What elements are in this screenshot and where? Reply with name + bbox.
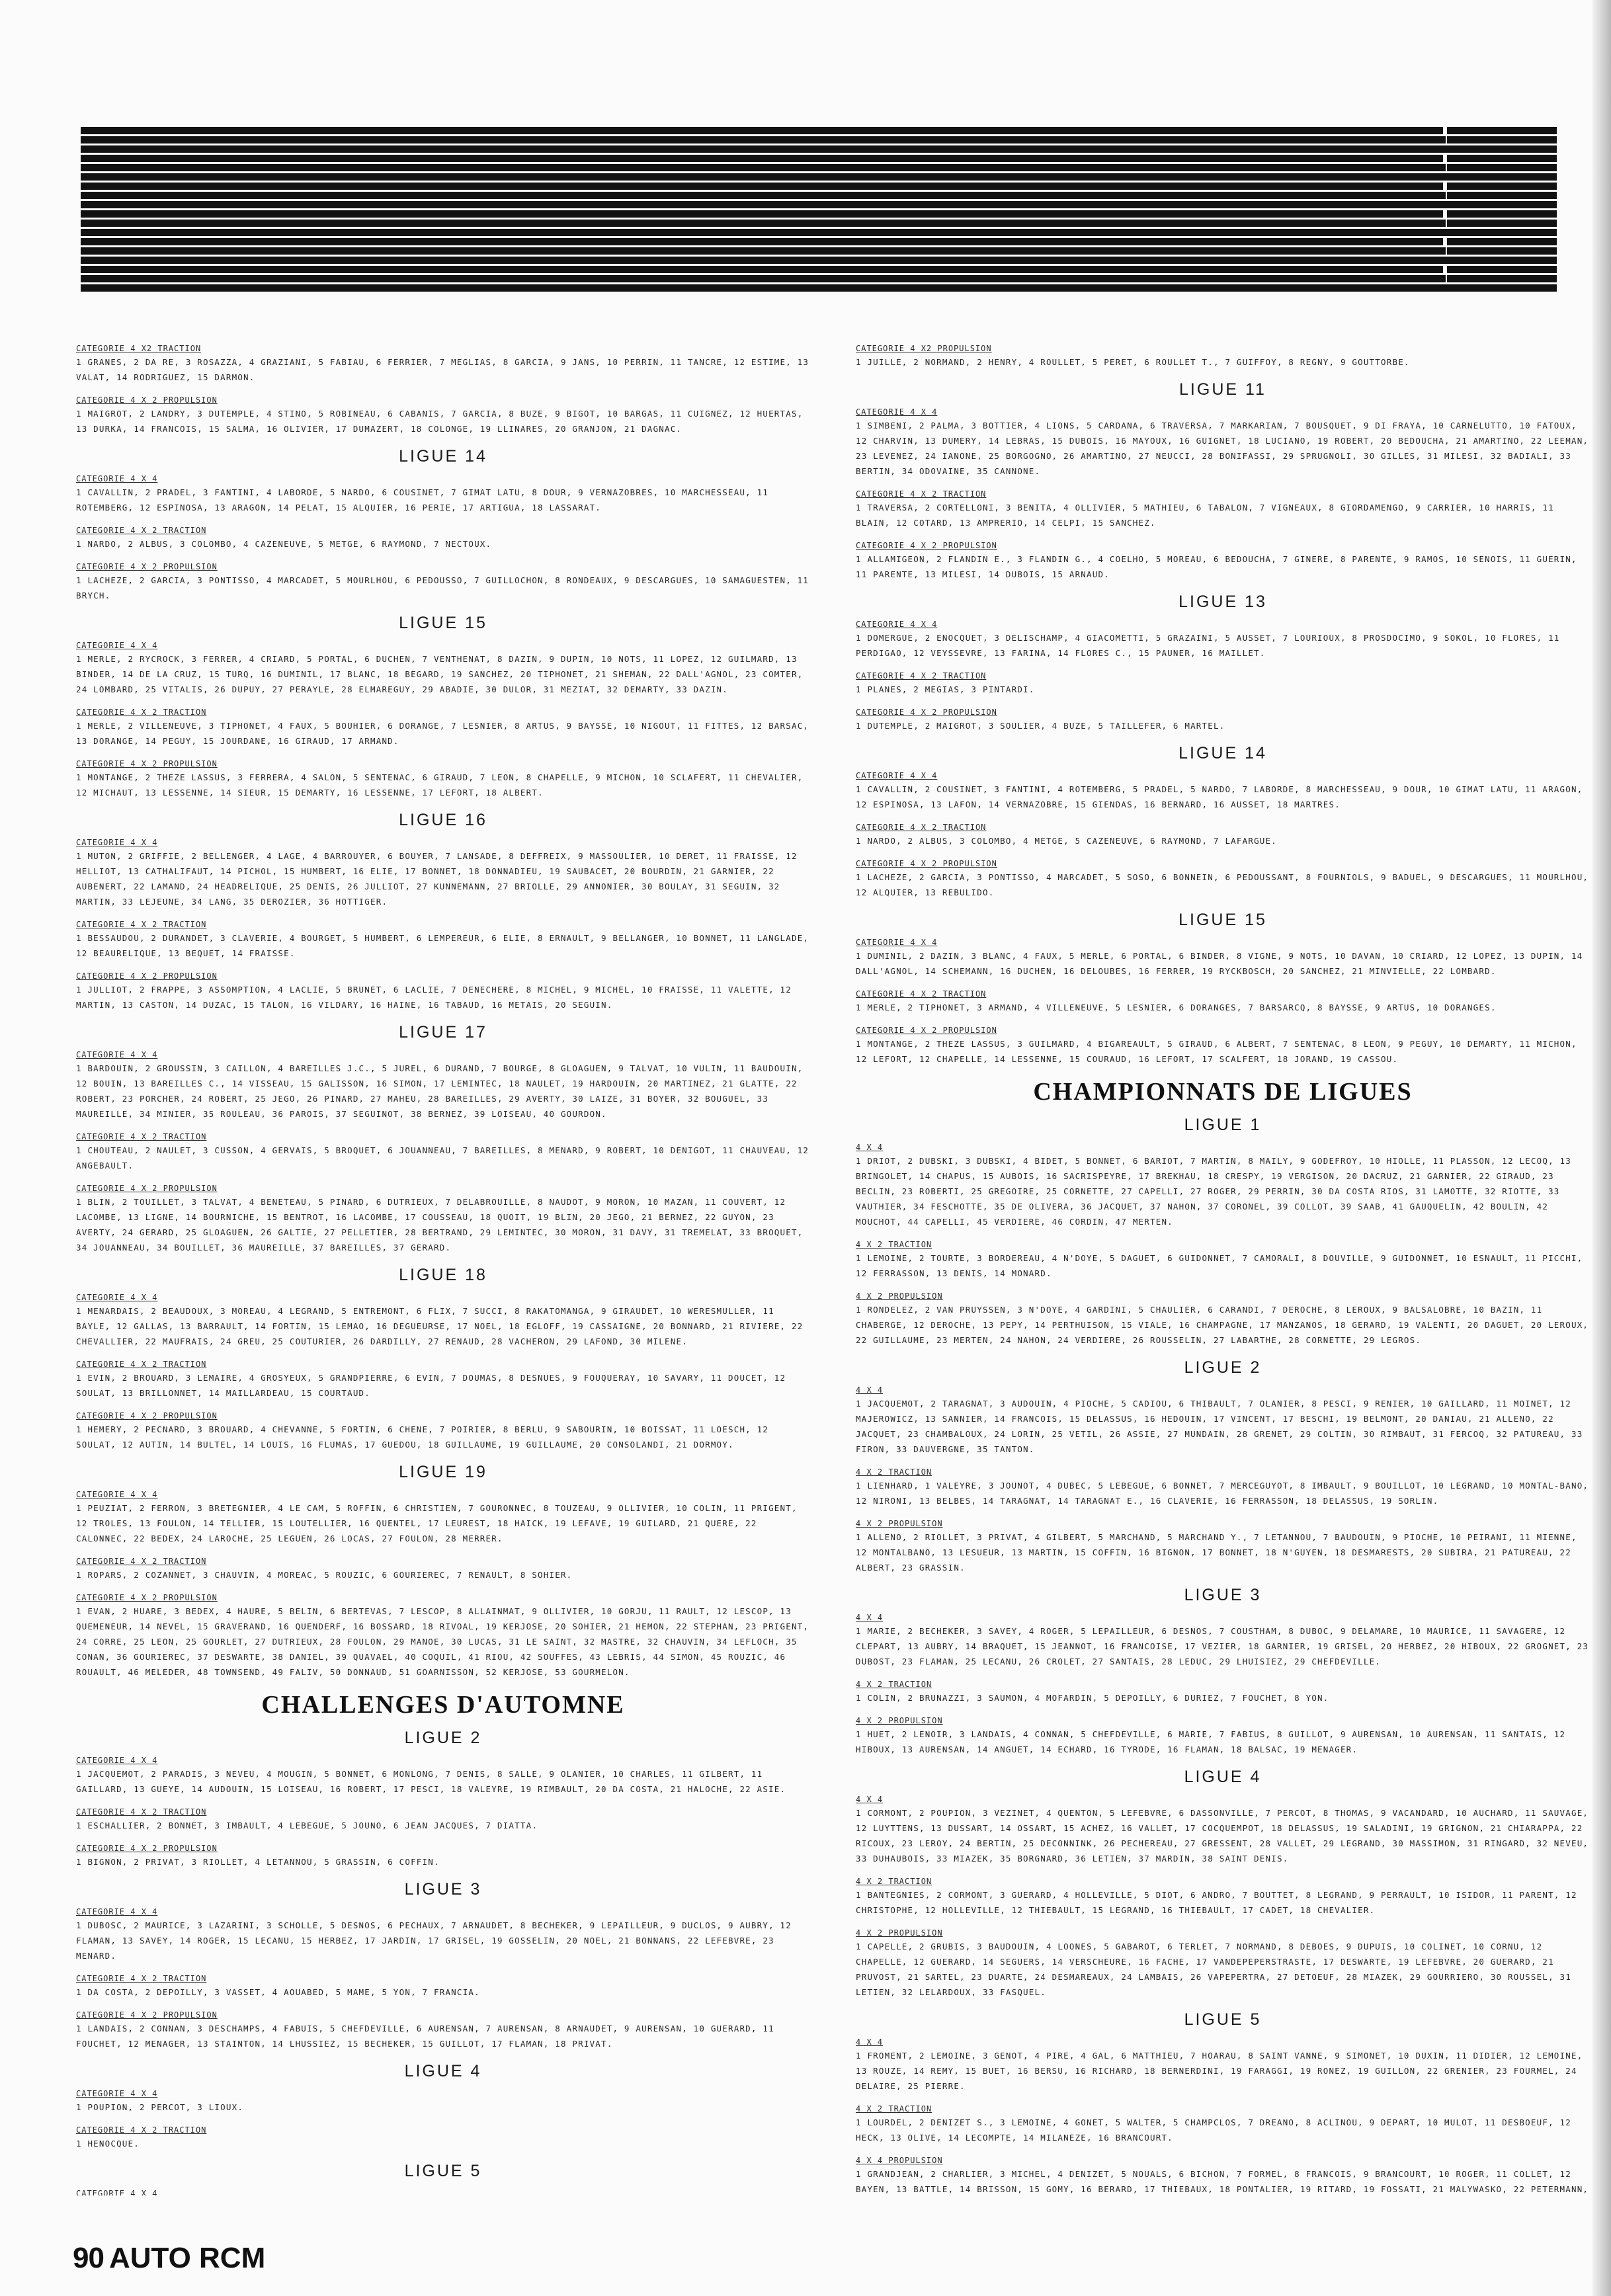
category-results — [76, 562, 810, 603]
banner-stripe-tail — [1447, 257, 1557, 264]
category-heading: CATEGORIE 4 X 2 TRACTION — [856, 671, 987, 680]
category-results — [856, 989, 1590, 1015]
category-results — [856, 1795, 1590, 1866]
category-heading: 4 X 2 TRACTION — [856, 1240, 932, 1249]
ligue-heading: LIGUE 4 — [404, 2062, 482, 2080]
decorative-stripe-banner — [81, 127, 1557, 291]
category-heading: 4 X 4 PROPULSION — [856, 2156, 943, 2165]
category-heading: CATEGORIE 4 X 2 TRACTION — [856, 989, 987, 999]
results-list: 1 RONDELEZ, 2 VAN PRUYSSEN, 3 N'DOYE, 4 GARDINI, 5 CHAULIER, 6 CARANDI, 7 DEROCHE, 8 LEROUX, 9 BALSALOBRE, 10 BAZIN, 11 CHABERGE, 12 DEROCHE, 13 PEPY, 14 PERTHUISON, 15 VIALE, 16 CHAMPAGNE, 17 MANZANOS, 18 GERARD, 19 VALENTI, 20 DAGUET, 20 LEROUX, 22 GUILLAUME, 23 MERTEN, 24 NAHON, 24 VERDIERE, 26 ROUSSELIN, 27 LABARTHE, 28 CORNETTE, 29 LEGROS. — [856, 1305, 1589, 1345]
results-list: 1 JACQUEMOT, 2 PARADIS, 3 NEVEU, 4 MOUGIN, 5 BONNET, 6 MONLONG, 7 DENIS, 8 SALLE, 9 OLANIER, 10 CHARLES, 11 GILBERT, 11 GAILLARD, 13 GUEYE, 14 AUDOUIN, 15 LOISEAU, 16 ROBERT, 17 PESCI, 18 VALEYRE, 19 RIMBAULT, 20 DA COSTA, 21 HALOCHE, 22 ASIE. — [76, 1769, 786, 1794]
category-heading: 4 X 2 PROPULSION — [856, 1928, 943, 1938]
category-heading: CATEGORIE 4 X 2 TRACTION — [76, 1557, 207, 1566]
results-list: 1 EVAN, 2 HUARE, 3 BEDEX, 4 HAURE, 5 BELIN, 6 BERTEVAS, 7 LESCOP, 8 ALLAINMAT, 9 OLLIVIER, 10 GORJU, 11 RAULT, 12 LESCOP, 13 QUEMENEUR, 14 NEVEL, 15 GRAVERAND, 16 QUENDERF, 16 BOSSARD, 18 RIVOAL, 19 KERJOSE, 20 SOHIER, 21 HEMON, 22 STEPHAN, 23 PRIGENT, 24 CORRE, 25 LEON, 25 GOURLET, 27 DUTRIEUX, 28 FOULON, 29 MANOE, 30 LUCAS, 31 LE SAINT, 32 MASTRE, 32 CHAUVIN, 34 LEFLOCH, 35 CONAN, 36 GOURIEREC, 37 DESWARTE, 38 DANIEL, 39 QUAVAEL, 40 COQUIL, 41 RIOU, 42 SOUFFES, 43 LEBRIS, 44 SIMON, 45 ROUZIC, 46 ROUAULT, 46 MELEDER, 48 TOWNSEND, 49 FALIV, 50 DONNAUD, 51 GOARNISSON, 52 KERJOSE, 53 GOURMELON. — [76, 1606, 809, 1677]
results-list: 1 DOMERGUE, 2 ENOCQUET, 3 DELISCHAMP, 4 GIACOMETTI, 5 GRAZAINI, 5 AUSSET, 7 LOURIOUX, 8 PROSDOCIMO, 9 SOKOL, 10 FLORES, 11 PERDIGAO, 12 VEYSSEVRE, 13 FARINA, 14 FLORES C., 15 PAUNER, 16 MAILLET. — [856, 633, 1560, 658]
category-heading: CATEGORIE 4 X2 PROPULSION — [856, 344, 992, 353]
category-heading: CATEGORIE 4 X 4 — [76, 1756, 158, 1765]
results-list: 1 PEUZIAT, 2 FERRON, 3 BRETEGNIER, 4 LE CAM, 5 ROFFIN, 6 CHRISTIEN, 7 GOURONNEC, 8 TOUZEAU, 9 OLLIVIER, 10 COLIN, 11 PRIGENT, 12 TROLES, 13 FOULON, 14 TELLIER, 15 LOUTELLIER, 16 QUENTEL, 17 LEUREST, 18 HAICK, 19 LEFAVE, 19 GUILARD, 21 QUERE, 22 CALONNEC, 22 BEDEX, 24 LAROCHE, 25 LEGUEN, 26 LOCAS, 27 FOULON, 28 MERRER. — [76, 1503, 798, 1543]
banner-stripe-tail — [1447, 173, 1557, 181]
category-heading: 4 X 4 — [856, 1613, 884, 1622]
results-list: 1 COLIN, 2 BRUNAZZI, 3 SAUMON, 4 MOFARDIN, 5 DEPOILLY, 6 DURIEZ, 7 FOUCHET, 8 YON. — [856, 1693, 1329, 1703]
category-heading: CATEGORIE 4 X 2 TRACTION — [76, 526, 207, 535]
category-results — [76, 971, 810, 1012]
ligue-heading: LIGUE 14 — [399, 447, 487, 466]
banner-stripe-tail — [1447, 145, 1557, 153]
results-list: 1 CAVALLIN, 2 COUSINET, 3 FANTINI, 4 ROTEMBERG, 5 PRADEL, 5 NARDO, 7 LABORDE, 8 MARCHESSEAU, 9 DOUR, 10 GIMAT LATU, 11 ARAGON, 12 ESPINOSA, 13 LAFON, 14 VERNAZOBRE, 15 GIENDAS, 16 BERNARD, 16 AUSSET, 18 MARTRES. — [856, 784, 1583, 809]
category-results — [76, 1184, 810, 1255]
results-list: 1 MONTANGE, 2 THEZE LASSUS, 3 FERRERA, 4 SALON, 5 SENTENAC, 6 GIRAUD, 7 LEON, 8 CHAPELLE, 9 MICHON, 10 SCLAFERT, 11 CHEVALIER, 12 MICHAUT, 13 LESSENNE, 14 SIEUR, 15 DEMARTY, 16 LESSENNE, 17 LEFORT, 18 ALBERT. — [76, 772, 804, 798]
category-results — [76, 344, 810, 385]
results-list: 1 DUTEMPLE, 2 MAIGROT, 3 SOULIER, 4 BUZE, 5 TAILLEFER, 6 MARTEL. — [856, 721, 1225, 731]
category-heading: CATEGORIE 4 X 2 TRACTION — [76, 708, 207, 717]
results-list: 1 MERLE, 2 VILLENEUVE, 3 TIPHONET, 4 FAUX, 5 BOUHIER, 6 DORANGE, 7 LESNIER, 8 ARTUS, 9 BAYSSE, 10 NIGOUT, 11 FITTES, 12 BARSAC, 13 DORANGE, 14 PEGUY, 15 JOURDANE, 16 GIRAUD, 17 ARMAND. — [76, 721, 809, 746]
category-heading: CATEGORIE 4 X 4 — [76, 838, 158, 847]
category-heading: CATEGORIE 4 X 2 TRACTION — [76, 1132, 207, 1141]
results-list: 1 CAPELLE, 2 GRUBIS, 3 BAUDOUIN, 4 LOONES, 5 GABAROT, 6 TERLET, 7 NORMAND, 8 DEBOES, 9 DUPUIS, 10 COLINET, 10 CORNU, 12 CHAPELLE, 12 GUERARD, 14 SEGUERS, 14 VERSCHEURE, 16 FACHE, 17 VANDEPEPERSTRASTE, 17 DESWARTE, 19 LEFEBVRE, 20 GUERARD, 21 PRUVOST, 21 SARTEL, 23 DUARTE, 24 DESMAREAUX, 24 LAMBAIS, 26 VAPEPERTRA, 27 DETOEUF, 28 MIAZEK, 29 GOURRIERO, 30 ROUSSEL, 31 LETIEN, 32 LELARDOUX, 33 FASQUEL. — [856, 1942, 1571, 1997]
results-list: 1 MONTANGE, 2 THEZE LASSUS, 3 GUILMARD, 4 BIGAREAULT, 5 GIRAUD, 6 ALBERT, 7 SENTENAC, 8 LEON, 9 PEGUY, 10 DEMARTY, 11 MICHON, 12 LEFORT, 12 CHAPELLE, 14 LESSENNE, 15 COURAUD, 16 LEFORT, 17 SCALFERT, 18 JORAND, 19 CASSOU. — [856, 1039, 1577, 1064]
category-heading: CATEGORIE 4 X 4 — [856, 938, 938, 947]
category-results — [76, 641, 810, 697]
category-heading: CATEGORIE 4 X 4 — [856, 771, 938, 780]
banner-stripe — [81, 220, 1446, 227]
ligue-heading: LIGUE 16 — [399, 811, 487, 829]
results-list: 1 BLIN, 2 TOUILLET, 3 TALVAT, 4 BENETEAU, 5 PINARD, 6 DUTRIEUX, 7 DELABROUILLE, 8 NAUDOT, 9 MORON, 10 MAZAN, 11 COUVERT, 12 LACOMBE, 13 LIGNE, 14 BOURNICHE, 15 BENTROT, 16 LACOMBE, 17 COUSSEAU, 18 QUOIT, 19 BLIN, 20 JEGO, 21 BERNEZ, 22 GUYON, 23 AVERTY, 24 GERARD, 25 GLOAGUEN, 26 GALTIE, 27 PELLETIER, 28 BERTRAND, 29 LEMINTEC, 30 MORON, 31 DAVY, 31 TREMELAT, 33 BROQUET, 34 JOUANNEAU, 34 BOUILLET, 36 MAUREILLE, 37 BAREILLES, 37 GERARD. — [76, 1197, 804, 1252]
results-list: 1 JACQUEMOT, 2 TARAGNAT, 3 AUDOUIN, 4 PIOCHE, 5 CADIOU, 6 THIBAULT, 7 OLANIER, 8 PESCI, 9 RENIER, 10 GAILLARD, 11 MOINET, 12 MAJEROWICZ, 13 SANNIER, 14 FRANCOIS, 15 DELASSUS, 16 HEDOUIN, 17 VINCENT, 17 BESCHI, 19 BELMONT, 20 DANIAU, 21 ALLENO, 22 JACQUET, 23 CHAMBALOUX, 24 LORIN, 25 VETIL, 26 ASSIE, 27 MUNDAIN, 28 GRENET, 29 COLTIN, 30 RIMBAUT, 31 FERCOQ, 32 PATUREAU, 33 FIRON, 33 DAUVERGNE, 35 TANTON. — [856, 1399, 1583, 1454]
category-results — [76, 395, 810, 436]
category-heading: CATEGORIE 4 X 2 TRACTION — [76, 2125, 207, 2135]
category-heading: CATEGORIE 4 X 4 — [76, 1050, 158, 1059]
category-results — [76, 1907, 810, 1963]
category-heading: 4 X 2 TRACTION — [856, 1877, 932, 1886]
ligue-heading: LIGUE 17 — [399, 1023, 487, 1042]
banner-stripe — [81, 201, 1448, 208]
category-heading: CATEGORIE 4 X 2 PROPULSION — [856, 1026, 997, 1035]
category-heading: CATEGORIE 4 X 2 TRACTION — [76, 1360, 207, 1369]
ligue-heading: LIGUE 15 — [1178, 911, 1267, 929]
banner-stripe-tail — [1447, 238, 1557, 245]
category-results — [76, 1756, 810, 1797]
category-results — [856, 344, 1590, 370]
category-results — [76, 2089, 810, 2115]
results-list: 1 POUPION, 2 PERCOT, 3 LIOUX. — [76, 2102, 244, 2112]
results-list: 1 NARDO, 2 ALBUS, 3 COLOMBO, 4 CAZENEUVE, 5 METGE, 6 RAYMOND, 7 NECTOUX. — [76, 539, 492, 549]
category-results — [76, 526, 810, 552]
category-heading: CATEGORIE 4 X 2 TRACTION — [856, 823, 987, 832]
results-list: 1 LEMOINE, 2 TOURTE, 3 BORDEREAU, 4 N'DOYE, 5 DAGUET, 6 GUIDONNET, 7 CAMORALI, 8 DOUVILLE, 9 GUIDONNET, 10 ESNAULT, 11 PICCHI, 12 FERRASSON, 13 DENIS, 14 MONARD. — [856, 1253, 1583, 1278]
category-results — [856, 1680, 1590, 1705]
category-heading: 4 X 4 — [856, 1143, 884, 1152]
ligue-heading: LIGUE 1 — [1184, 1116, 1262, 1134]
category-results — [76, 2010, 810, 2051]
results-list: 1 CHOUTEAU, 2 NAULET, 3 CUSSON, 4 GERVAIS, 5 BROQUET, 6 JOUANNEAU, 7 BAREILLES, 8 MENARD, 9 ROBERT, 10 DENIGOT, 11 CHAUVEAU, 12 ANGEBAULT. — [76, 1145, 809, 1170]
results-list: 1 MERLE, 2 TIPHONET, 3 ARMAND, 4 VILLENEUVE, 5 LESNIER, 6 DORANGES, 7 BARSARCQ, 8 BAYSSE, 9 ARTUS, 10 DORANGES. — [856, 1003, 1497, 1012]
results-list: 1 BANTEGNIES, 2 CORMONT, 3 GUERARD, 4 HOLLEVILLE, 5 DIOT, 6 ANDRO, 7 BOUTTET, 8 LEGRAND, 9 PERRAULT, 10 ISIDOR, 11 PARENT, 12 CHRISTOPHE, 12 HOLLEVILLE, 12 THIEBAULT, 15 LEGRAND, 16 THIEBAULT, 17 CADET, 18 CHEVALIER. — [856, 1890, 1577, 1915]
category-results — [76, 1844, 810, 1869]
category-results — [76, 759, 810, 800]
category-heading: 4 X 2 PROPULSION — [856, 1519, 943, 1528]
results-list: 1 CAVALLIN, 2 PRADEL, 3 FANTINI, 4 LABORDE, 5 NARDO, 6 COUSINET, 7 GIMAT LATU, 8 DOUR, 9 VERNAZOBRES, 10 MARCHESSEAU, 11 ROTEMBERG, 12 ESPINOSA, 13 ARAGON, 14 PELAT, 15 ALQUIER, 16 PERIE, 17 ARTIGUA, 18 LASSARAT. — [76, 487, 769, 512]
category-results — [76, 2125, 810, 2151]
banner-stripe-tail — [1447, 183, 1557, 190]
results-list: 1 PLANES, 2 MEGIAS, 3 PINTARDI. — [856, 684, 1035, 694]
banner-stripe — [81, 145, 1448, 153]
banner-stripe-tail — [1447, 220, 1557, 227]
banner-stripe — [81, 266, 1443, 273]
category-results — [76, 1050, 810, 1122]
results-list: 1 ESCHALLIER, 2 BONNET, 3 IMBAULT, 4 LEBEGUE, 5 JOUNO, 6 JEAN JACQUES, 7 DIATTA. — [76, 1821, 538, 1830]
results-list: 1 HUET, 2 LENOIR, 3 LANDAIS, 4 CONNAN, 5 CHEFDEVILLE, 6 MARIE, 7 FABIUS, 8 GUILLOT, 9 AURENSAN, 10 AURENSAN, 11 SANTAIS, 12 HIBOUX, 13 AURENSAN, 14 ANGUET, 14 ECHARD, 16 TYRODE, 16 FLAMAN, 18 BALSAC, 19 MENAGER. — [856, 1729, 1566, 1754]
category-heading: CATEGORIE 4 X 2 PROPULSION — [76, 562, 218, 571]
category-results — [856, 1519, 1590, 1575]
category-heading: CATEGORIE 4 X 2 PROPULSION — [76, 1593, 218, 1602]
category-heading: CATEGORIE 4 X 2 TRACTION — [76, 1974, 207, 1983]
category-heading: CATEGORIE 4 X 4 — [76, 2089, 158, 2098]
page-footer — [73, 2242, 265, 2275]
category-results — [76, 1593, 810, 1680]
category-results — [856, 407, 1590, 479]
banner-stripe-tail — [1447, 210, 1557, 218]
results-list: 1 JULLIOT, 2 FRAPPE, 3 ASSOMPTION, 4 LACLIE, 5 BRUNET, 6 LACLIE, 7 DENECHERE, 8 MICHEL, 9 MICHEL, 10 FRAISSE, 11 VALETTE, 12 MARTIN, 13 CASTON, 14 DUZAC, 15 TALON, 16 VILDARY, 16 HAINE, 16 TABAUD, 16 METAIS, 20 SEGUIN. — [76, 985, 792, 1010]
results-list: 1 CORMONT, 2 POUPION, 3 VEZINET, 4 QUENTON, 5 LEFEBVRE, 6 DASSONVILLE, 7 PERCOT, 8 THOMAS, 9 VACANDARD, 10 AUCHARD, 11 SAUVAGE, 12 LUYTTENS, 13 DUSSART, 14 OSSART, 15 ACHEZ, 16 VALLET, 17 COCQUEMPOT, 18 DELASSUS, 19 SALADINI, 19 GRIGNON, 21 CHIARAPPA, 22 RICOUX, 23 LEROY, 24 BERTIN, 25 DECONNINK, 26 PECHEREAU, 27 GRESSENT, 28 VALLET, 29 LEGRAND, 30 MASSIMON, 31 RINGARD, 32 NEVEU, 33 DUHAUBOIS, 33 MIAZEK, 35 BORGNARD, 36 LETIEN, 37 MARDIN, 38 SAINT DENIS. — [856, 1808, 1589, 1864]
category-results — [856, 1877, 1590, 1918]
category-heading: CATEGORIE 4 X 2 PROPULSION — [76, 759, 218, 768]
banner-stripe — [81, 210, 1443, 218]
category-results — [856, 771, 1590, 812]
banner-stripe — [81, 183, 1443, 190]
category-results — [76, 1490, 810, 1546]
banner-stripe-tail — [1447, 247, 1557, 255]
category-results — [76, 1807, 810, 1833]
category-heading: 4 X 2 PROPULSION — [856, 1716, 943, 1725]
category-heading: CATEGORIE 4 X 2 TRACTION — [856, 489, 987, 499]
banner-stripe-tail — [1447, 155, 1557, 162]
results-list: 1 MENARDAIS, 2 BEAUDOUX, 3 MOREAU, 4 LEGRAND, 5 ENTREMONT, 6 FLIX, 7 SUCCI, 8 RAKATOMANGA, 9 GIRAUDET, 10 WERESMULLER, 11 BAYLE, 12 GALLAS, 13 BARRAULT, 14 FORTIN, 15 LEMAO, 16 DEGUEURSE, 17 NOEL, 18 EGLOFF, 19 CASSAIGNE, 20 BONNARD, 21 RIVIERE, 22 CHEVALLIER, 22 MAUFRAIS, 24 GREU, 25 COUTURIER, 26 DARDILLY, 27 RENAUD, 28 VACHERON, 29 LAFOND, 30 MILENE. — [76, 1306, 804, 1346]
section-title: CHAMPIONNATS DE LIGUES — [1033, 1078, 1413, 1106]
category-heading: CATEGORIE 4 X 4 — [76, 641, 158, 650]
results-list: 1 BARDOUIN, 2 GROUSSIN, 3 CAILLON, 4 BAREILLES J.C., 5 JUREL, 6 DURAND, 7 BOURGE, 8 GLOAGUEN, 9 TALVAT, 10 VULIN, 11 BAUDOUIN, 12 BOUIN, 13 BAREILLES C., 14 VISSEAU, 15 GALISSON, 16 SIMON, 17 LEMINTEC, 18 NAULET, 19 HARDOUIN, 20 MARTINEZ, 21 GLATTE, 22 ROBERT, 23 PORCHER, 24 ROBERT, 25 JEGO, 26 PINARD, 27 MAHEU, 28 BAREILLES, 29 AVERTY, 30 LAIZE, 31 BOYER, 32 BOUGUEL, 33 MAUREILLE, 34 MINIER, 35 ROULEAU, 36 PAROIS, 37 SEGUINOT, 38 BERNEZ, 39 LOISEAU, 40 GOURDON. — [76, 1063, 804, 1119]
results-list: 1 TRAVERSA, 2 CORTELLONI, 3 BENITA, 4 OLLIVIER, 5 MATHIEU, 6 TABALON, 7 VIGNEAUX, 8 GIORDAMENGO, 9 CARRIER, 10 HARRIS, 11 BLAIN, 12 COTARD, 13 AMPRERIO, 14 CELPI, 15 SANCHEZ. — [856, 503, 1554, 528]
results-list: 1 DUBOSC, 2 MAURICE, 3 LAZARINI, 3 SCHOLLE, 5 DESNOS, 6 PECHAUX, 7 ARNAUDET, 8 BECHEKER, 9 LEPAILLEUR, 9 DUCLOS, 9 AUBRY, 12 FLAMAN, 13 SAVEY, 14 ROGER, 15 LECANU, 15 HERBEZ, 17 JARDIN, 17 GRISEL, 19 GOSSELIN, 20 NOEL, 21 BONNANS, 22 LEFEBVRE, 23 MENARD. — [76, 1920, 792, 1961]
results-list: 1 ALLAMIGEON, 2 FLANDIN E., 3 FLANDIN G., 4 COELHO, 5 MOREAU, 6 BEDOUCHA, 7 GINERE, 8 PARENTE, 9 RAMOS, 10 SENOIS, 11 GUERIN, 11 PARENTE, 13 MILESI, 14 DUBOIS, 15 ARNAUD. — [856, 554, 1577, 579]
category-results — [76, 1974, 810, 2000]
banner-stripe — [81, 284, 1448, 292]
category-results — [856, 2104, 1590, 2145]
category-heading: CATEGORIE 4 X 2 PROPULSION — [76, 971, 218, 981]
ligue-heading: LIGUE 15 — [399, 614, 487, 632]
banner-stripe — [81, 127, 1443, 134]
banner-stripe — [81, 257, 1448, 264]
results-list: 1 MERLE, 2 RYCROCK, 3 FERRER, 4 CRIARD, 5 PORTAL, 6 DUCHEN, 7 VENTHENAT, 8 DAZIN, 9 DUPIN, 10 NOTS, 11 LOPEZ, 12 GUILMARD, 13 BINDER, 14 DE LA CRUZ, 15 TURQ, 16 DUMINIL, 17 BLANC, 18 BEGARD, 19 SANCHEZ, 20 TIPHONET, 21 SHEMAN, 22 DALL'AGNOL, 23 COMTER, 24 LOMBARD, 25 VITALIS, 26 DUPUY, 27 PERAYLE, 28 ELMAREGUY, 29 ABADIE, 30 DULOR, 31 MEZIAT, 32 DEMARTY, 33 DAZIN. — [76, 654, 804, 694]
banner-stripe — [81, 247, 1446, 255]
page-number: 90 — [73, 2242, 104, 2274]
ligue-heading: LIGUE 5 — [404, 2162, 482, 2180]
results-list: 1 HENOCQUE. — [76, 2139, 140, 2149]
results-list: 1 GRANES, 2 DA RE, 3 ROSAZZA, 4 GRAZIANI, 5 FABIAU, 6 FERRIER, 7 MEGLIAS, 8 GARCIA, 9 JANS, 10 PERRIN, 11 TANCRE, 12 ESTIME, 13 VALAT, 14 RODRIGUEZ, 15 DARMON. — [76, 357, 809, 382]
category-results — [856, 1143, 1590, 1229]
results-list: 1 LOURDEL, 2 DENIZET S., 3 LEMOINE, 4 GONET, 5 WALTER, 5 CHAMPCLOS, 7 DREANO, 8 ACLINOU, 9 DEPART, 10 MULOT, 11 DESBOEUF, 12 HECK, 13 OLIVE, 14 LECOMPTE, 14 MILANEZE, 16 BRANCOURT. — [856, 2117, 1571, 2143]
category-heading: CATEGORIE 4 X 2 TRACTION — [76, 920, 207, 929]
ligue-heading: LIGUE 5 — [1184, 2010, 1262, 2029]
category-results — [856, 1240, 1590, 1281]
category-heading: CATEGORIE 4 X 2 PROPULSION — [76, 1184, 218, 1193]
category-heading: 4 X 4 — [856, 1385, 884, 1395]
category-results — [76, 1411, 810, 1452]
category-heading: CATEGORIE 4 X2 TRACTION — [76, 344, 202, 353]
ligue-heading: LIGUE 14 — [1178, 744, 1267, 762]
category-heading: CATEGORIE 4 X 4 — [76, 1293, 158, 1302]
category-heading: CATEGORIE 4 X 2 PROPULSION — [856, 541, 997, 550]
category-results — [856, 1026, 1590, 1067]
category-heading: CATEGORIE 4 X 4 — [856, 407, 938, 417]
category-heading: CATEGORIE 4 X 4 — [76, 2189, 158, 2195]
category-results — [76, 708, 810, 749]
ligue-heading: LIGUE 18 — [399, 1266, 487, 1284]
results-list: 1 DA COSTA, 2 DEPOILLY, 3 VASSET, 4 AOUABED, 5 MAME, 5 YON, 7 FRANCIA. — [76, 1987, 480, 1997]
results-list: 1 DUMINIL, 2 DAZIN, 3 BLANC, 4 FAUX, 5 MERLE, 6 PORTAL, 6 BINDER, 8 VIGNE, 9 NOTS, 10 DAVAN, 10 CRIARD, 12 LOPEZ, 13 DUPIN, 14 DALL'AGNOL, 14 SCHEMANN, 16 DUCHEN, 16 DELOUBES, 16 FERRER, 19 RYCKBOSCH, 20 SANCHEZ, 21 MINVIELLE, 22 LOMBARD. — [856, 951, 1583, 976]
category-results — [856, 823, 1590, 848]
results-list: 1 EVIN, 2 BROUARD, 3 LEMAIRE, 4 GROSYEUX, 5 GRANDPIERRE, 6 EVIN, 7 DOUMAS, 8 DESNUES, 9 FOUQUERAY, 10 SAVARY, 11 DOUCET, 12 SOULAT, 13 BRILLONNET, 14 MAILLARDEAU, 15 COURTAUD. — [76, 1373, 786, 1398]
results-column-left — [76, 344, 810, 2195]
ligue-heading: LIGUE 19 — [399, 1463, 487, 1481]
results-list: 1 GRANDJEAN, 2 CHARLIER, 3 MICHEL, 4 DENIZET, 5 NOUALS, 6 BICHON, 7 FORMEL, 8 FRANCOIS, 9 BRANCOURT, 10 ROGER, 11 COLLET, 12 BAYEN, 13 BATTLE, 14 BRISSON, 15 GOMY, 16 BERARD, 17 THIEBAUX, 18 PONTALIER, 19 RITARD, 19 FOSSATI, 21 MALYWASKO, 22 PETERMANN, — [856, 2169, 1589, 2194]
category-heading: 4 X 2 TRACTION — [856, 2104, 932, 2113]
category-results — [856, 2037, 1590, 2094]
banner-stripe — [81, 238, 1443, 245]
category-results — [76, 920, 810, 961]
category-results — [856, 859, 1590, 900]
banner-stripe — [81, 173, 1448, 181]
banner-stripe-tail — [1447, 201, 1557, 208]
results-list: 1 MAIGROT, 2 LANDRY, 3 DUTEMPLE, 4 STINO, 5 ROBINEAU, 6 CABANIS, 7 GARCIA, 8 BUZE, 9 BIGOT, 10 BARGAS, 11 CUIGNEZ, 12 HUERTAS, 13 DURKA, 14 FRANCOIS, 15 SALMA, 16 OLIVIER, 17 DUMAZERT, 18 COLONGE, 19 LLINARES, 20 GRANJON, 21 DAGNAC. — [76, 409, 804, 434]
results-list: 1 MARIE, 2 BECHEKER, 3 SAVEY, 4 ROGER, 5 LEPAILLEUR, 6 DESNOS, 7 COUSTHAM, 8 DUBOC, 9 DELAMARE, 10 MAURICE, 11 SAVAGERE, 12 CLEPART, 13 AUBRY, 14 BRAQUET, 15 JEANNOT, 16 FRANCOISE, 17 VEZIER, 18 GARNIER, 19 GRISEL, 20 HERBEZ, 20 HIBOUX, 22 GROGNET, 23 DUBOST, 23 FLAMAN, 25 LECANU, 26 CROLET, 27 SANTAIS, 28 LEDUC, 29 LHUISIEZ, 29 CHEFDEVILLE. — [856, 1626, 1589, 1666]
banner-stripe-tail — [1447, 266, 1557, 273]
ligue-heading: LIGUE 11 — [1179, 380, 1266, 399]
category-results — [856, 1716, 1590, 1757]
category-heading: CATEGORIE 4 X 4 — [76, 1907, 158, 1916]
results-column-right — [856, 344, 1590, 2195]
banner-stripe — [81, 155, 1443, 162]
results-list: 1 ROPARS, 2 COZANNET, 3 CHAUVIN, 4 MOREAC, 5 ROUZIC, 6 GOURIEREC, 7 RENAULT, 8 SOHIER. — [76, 1570, 573, 1580]
banner-stripe-tail — [1447, 229, 1557, 236]
banner-stripe — [81, 136, 1446, 144]
category-heading: 4 X 4 — [856, 2037, 884, 2047]
results-list: 1 LIENHARD, 1 VALEYRE, 3 JOUNOT, 4 DUBEC, 5 LEBEGUE, 6 BONNET, 7 MERCEGUYOT, 8 IMBAULT, 9 BOUILLOT, 10 LEGRAND, 10 MONTAL-BANO, 12 NIRONI, 13 BELBES, 14 TARAGNAT, 14 TARAGNAT E., 16 CLAVERIE, 16 FERRASSON, 18 DELASSUS, 19 SORLIN. — [856, 1481, 1589, 1506]
results-list: 1 DRIOT, 2 DUBSKI, 3 DUBSKI, 4 BIDET, 5 BONNET, 6 BARIOT, 7 MARTIN, 8 MAILY, 9 GODEFROY, 10 HIOLLE, 11 PLASSON, 12 LECOQ, 13 BRINGOLET, 14 CHAPUS, 15 AUBOIS, 16 SACRISPEYRE, 17 BREKHAU, 18 CRESPY, 19 VERGISON, 20 DACRUZ, 21 GARNIER, 22 GIRAUD, 23 BECLIN, 23 ROBERTI, 25 GREGOIRE, 25 CORNETTE, 27 CAPELLI, 27 ROGER, 29 PERRIN, 30 DA COSTA RIOS, 31 LAMOTTE, 32 RIOTTE, 33 VAUTHIER, 34 FESCHOTTE, 35 DE OLIVERA, 36 JACQUET, 37 NAHON, 37 CORONEL, 39 COLLOT, 39 SAAB, 41 GAUQUELIN, 42 BOULIN, 42 MOUCHOT, 44 CAPELLI, 45 VERDIERE, 46 CORDIN, 47 MERTEN. — [856, 1156, 1571, 1227]
results-list: 1 MUTON, 2 GRIFFIE, 2 BELLENGER, 4 LAGE, 4 BARROUYER, 6 BOUYER, 7 LANSADE, 8 DEFFREIX, 9 MASSOULIER, 10 DERET, 11 FRAISSE, 12 HELLIOT, 13 CATHALIFAUT, 14 PICHOL, 15 HUMBERT, 16 ELIE, 17 BONNET, 18 DONNADIEU, 19 SAUBACET, 20 BOURDIN, 21 GARNIER, 22 AUBENERT, 22 LAMAND, 24 HEADRELIQUE, 25 DENIS, 26 JULLIOT, 27 KUNNEMANN, 27 BRIOLLE, 29 ANNONIER, 30 BOULAY, 31 SEGUIN, 32 MARTIN, 33 LEJEUNE, 34 LANG, 35 DEROZIER, 36 HOTTIGER. — [76, 851, 798, 907]
results-list: 1 BIGNON, 2 PRIVAT, 3 RIOLLET, 4 LETANNOU, 5 GRASSIN, 6 COFFIN. — [76, 1857, 440, 1867]
category-results — [856, 1928, 1590, 2000]
banner-stripe-tail — [1447, 136, 1557, 144]
results-list: 1 LANDAIS, 2 CONNAN, 3 DESCHAMPS, 4 FABUIS, 5 CHEFDEVILLE, 6 AURENSAN, 7 AURENSAN, 8 ARNAUDET, 9 AURENSAN, 10 GUERARD, 11 FOUCHET, 12 MENAGER, 13 STAINTON, 14 LHUSSIEZ, 15 BECHEKER, 15 GUILLOT, 17 FLAMAN, 18 PRIVAT. — [76, 2024, 774, 2049]
ligue-heading: LIGUE 3 — [404, 1880, 482, 1899]
category-results — [856, 1613, 1590, 1669]
category-heading: CATEGORIE 4 X 2 PROPULSION — [76, 1844, 218, 1853]
banner-stripe-tail — [1447, 127, 1557, 134]
results-list: 1 LACHEZE, 2 GARCIA, 3 PONTISSO, 4 MARCADET, 5 MOURLHOU, 6 PEDOUSSO, 7 GUILLOCHON, 8 RONDEAUX, 9 DESCARGUES, 10 SAMAGUESTEN, 11 BRYCH. — [76, 575, 809, 600]
category-results — [856, 708, 1590, 733]
banner-stripe-tail — [1447, 164, 1557, 171]
category-heading: CATEGORIE 4 X 2 PROPULSION — [76, 1411, 218, 1420]
results-list: 1 BESSAUDOU, 2 DURANDET, 3 CLAVERIE, 4 BOURGET, 5 HUMBERT, 6 LEMPEREUR, 6 ELIE, 8 ERNAULT, 9 BELLANGER, 10 BONNET, 11 LANGLADE, 12 BEAURELIQUE, 13 BEQUET, 14 FRAISSE. — [76, 933, 809, 958]
category-results — [856, 620, 1590, 661]
results-list: 1 SIMBENI, 2 PALMA, 3 BOTTIER, 4 LIONS, 5 CARDANA, 6 TRAVERSA, 7 MARKARIAN, 7 BOUSQUET, 9 DI FRAYA, 10 CARNELUTTO, 10 FATOUX, 12 CHARVIN, 13 DUMERY, 14 LEBRAS, 15 DUBOIS, 16 MAYOUX, 16 GUIGNET, 18 LUCIANO, 19 ROBERT, 20 BEDOUCHA, 21 AMARTINO, 22 LEEMAN, 23 LEVENEZ, 24 IANONE, 25 BORGOGNO, 26 AMARTINO, 27 NEUCCI, 28 BONIFASSI, 29 SPRUGNOLI, 30 GILLES, 31 MILESI, 32 BADIALI, 33 BERTIN, 34 ODOVAINE, 35 CANNONE. — [856, 421, 1589, 476]
ligue-heading: LIGUE 13 — [1178, 593, 1267, 611]
results-list: 1 HEMERY, 2 PECNARD, 3 BROUARD, 4 CHEVANNE, 5 FORTIN, 6 CHENE, 7 POIRIER, 8 BERLU, 9 SABOURIN, 10 BOISSAT, 11 LOESCH, 12 SOULAT, 12 AUTIN, 14 BULTEL, 14 LOUIS, 16 FLUMAS, 17 GUEDOU, 18 GUILLAUME, 19 GUILLAUME, 20 CONSOLANDI, 21 DORMOY. — [76, 1424, 769, 1450]
category-results — [856, 1467, 1590, 1508]
category-results — [856, 541, 1590, 582]
category-heading: CATEGORIE 4 X 2 TRACTION — [76, 1807, 207, 1817]
ligue-heading: LIGUE 3 — [1184, 1586, 1262, 1604]
ligue-heading: LIGUE 2 — [1184, 1358, 1262, 1377]
results-list: 1 NARDO, 2 ALBUS, 3 COLOMBO, 4 METGE, 5 CAZENEUVE, 6 RAYMOND, 7 LAFARGUE. — [856, 836, 1277, 846]
category-results — [856, 938, 1590, 979]
category-heading: 4 X 2 PROPULSION — [856, 1292, 943, 1301]
category-results — [76, 1293, 810, 1349]
magazine-name: AUTO RCM — [108, 2242, 266, 2274]
banner-stripe — [81, 192, 1446, 199]
banner-stripe — [81, 164, 1446, 171]
category-heading: CATEGORIE 4 X 4 — [76, 474, 158, 483]
category-results — [76, 1557, 810, 1582]
category-heading: 4 X 2 TRACTION — [856, 1680, 932, 1689]
banner-stripe-tail — [1447, 192, 1557, 199]
category-heading: CATEGORIE 4 X 4 — [856, 620, 938, 629]
category-results — [856, 2156, 1590, 2195]
category-heading: CATEGORIE 4 X 2 PROPULSION — [856, 859, 997, 868]
category-heading: 4 X 2 TRACTION — [856, 1467, 932, 1477]
ligue-heading: LIGUE 4 — [1184, 1768, 1262, 1786]
category-results — [856, 671, 1590, 697]
category-results — [76, 2189, 810, 2195]
results-list: 1 JUILLE, 2 NORMAND, 2 HENRY, 4 ROULLET, 5 PERET, 6 ROULLET T., 7 GUIFFOY, 8 REGNY, 9 GOUTTORBE. — [856, 357, 1410, 367]
category-results — [76, 1132, 810, 1173]
category-heading: CATEGORIE 4 X 2 PROPULSION — [76, 395, 218, 405]
category-heading: CATEGORIE 4 X 4 — [76, 1490, 158, 1499]
category-results — [856, 489, 1590, 530]
category-heading: 4 X 4 — [856, 1795, 884, 1804]
category-heading: CATEGORIE 4 X 2 PROPULSION — [76, 2010, 218, 2020]
category-results — [76, 474, 810, 515]
banner-stripe-tail — [1447, 284, 1557, 292]
banner-stripe-tail — [1447, 275, 1557, 282]
category-results — [856, 1385, 1590, 1457]
category-heading: CATEGORIE 4 X 2 PROPULSION — [856, 708, 997, 717]
results-list: 1 LACHEZE, 2 GARCIA, 3 PONTISSO, 4 MARCADET, 5 SOSO, 6 BONNEIN, 6 PEDOUSSANT, 8 FOURNIOLS, 9 BADUEL, 9 DESCARGUES, 11 MOURLHOU, 12 ALQUIER, 13 REBULIDO. — [856, 872, 1589, 897]
results-list: 1 FROMENT, 2 LEMOINE, 3 GENOT, 4 PIRE, 4 GAL, 6 MATTHIEU, 7 HOARAU, 8 SAINT VANNE, 9 SIMONET, 10 DUXIN, 11 DIDIER, 12 LEMOINE, 13 ROUZE, 14 REMY, 15 BUET, 16 BERSU, 16 RICHARD, 18 BERNERDINI, 19 FARAGGI, 19 RONEZ, 19 GUILLON, 22 GRENIER, 23 FOURMEL, 24 DELAIRE, 25 PIERRE. — [856, 2051, 1583, 2091]
section-title: CHALLENGES D'AUTOMNE — [261, 1691, 625, 1719]
results-list: 1 ALLENO, 2 RIOLLET, 3 PRIVAT, 4 GILBERT, 5 MARCHAND, 5 MARCHAND Y., 7 LETANNOU, 7 BAUDOUIN, 9 PIOCHE, 10 PEIRANI, 11 MIENNE, 12 MONTALBANO, 13 LESUEUR, 13 MARTIN, 15 COFFIN, 16 BIGNON, 17 BONNET, 18 N'GUYEN, 18 DESMARESTS, 20 SUBIRA, 21 PATUREAU, 22 ALBERT, 23 GRASSIN. — [856, 1532, 1577, 1573]
category-results — [76, 838, 810, 909]
category-results — [856, 1292, 1590, 1348]
category-results — [76, 1360, 810, 1401]
banner-stripe — [81, 229, 1448, 236]
ligue-heading: LIGUE 2 — [404, 1729, 482, 1747]
page-binding-shadow — [1592, 0, 1611, 2296]
banner-stripe — [81, 275, 1446, 282]
